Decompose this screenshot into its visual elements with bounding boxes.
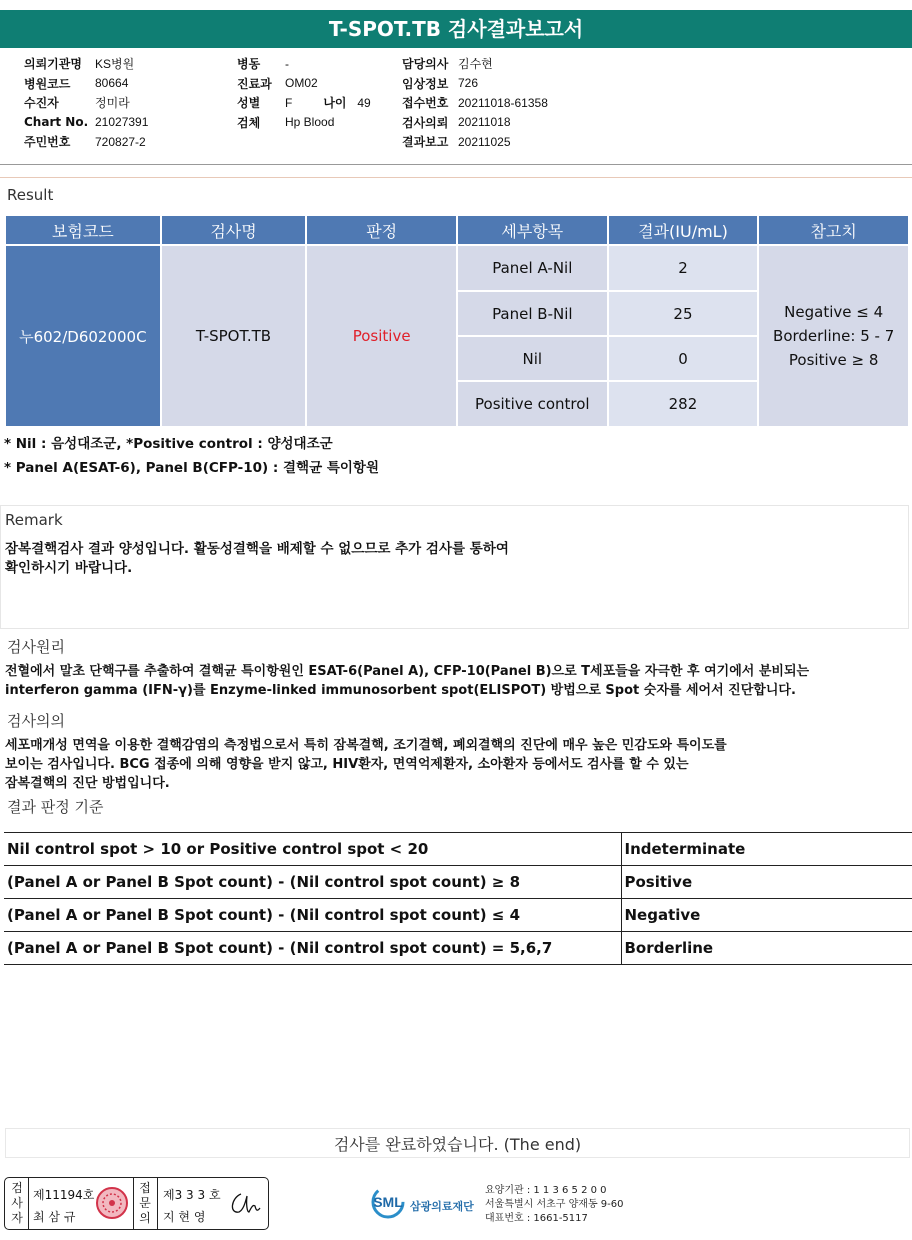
criteria-condition: (Panel A or Panel B Spot count) - (Nil control spot count) = 5,6,7: [4, 932, 621, 965]
remark-label: Remark: [5, 511, 63, 529]
divider: [0, 164, 912, 165]
result-table: [4, 214, 910, 428]
reference-line: Borderline: 5 - 7: [773, 327, 895, 345]
info-value: 20211025: [458, 134, 511, 149]
info-value: 726: [458, 76, 479, 91]
info-label: 수진자: [24, 96, 59, 111]
info-row: [237, 93, 371, 113]
info-value: F: [285, 95, 293, 110]
stamp-seal-icon: [95, 1186, 129, 1220]
info-value: 80664: [95, 76, 129, 91]
info-row: [24, 74, 148, 94]
divider: [0, 177, 912, 178]
info-row: [24, 132, 148, 152]
info-label: 성별: [237, 96, 261, 111]
detail-item-cell: Panel A-Nil: [458, 246, 607, 290]
signature-box: [4, 1177, 269, 1230]
info-value: 720827-2: [95, 134, 146, 149]
insurance-code-cell: 누602/D602000C: [6, 246, 160, 426]
table-row: [4, 866, 912, 899]
header-insurance-code: 보험코드: [6, 216, 160, 244]
principle-line: interferon gamma (IFN-γ)를 Enzyme-linked immunosorbent spot(ELISPOT) 방법으로 Spot 숫자를 세어서 진단합니다.: [5, 683, 796, 698]
info-value: 김수현: [458, 57, 493, 72]
result-value-cell: 2: [609, 246, 758, 290]
org-name: 삼광의료재단: [410, 1200, 474, 1213]
end-message: 검사를 완료하였습니다. (The end): [5, 1128, 910, 1158]
examiner-label: [7, 1181, 27, 1226]
info-value: KS병원: [95, 57, 135, 72]
info-value: 21027391: [95, 115, 149, 130]
info-label: 결과보고: [402, 135, 449, 150]
info-row: [237, 54, 371, 74]
info-row: [402, 54, 548, 74]
result-note: * Panel A(ESAT-6), Panel B(CFP-10) : 결핵균 특이항원: [4, 460, 380, 476]
principle-label: 검사원리: [7, 638, 65, 656]
signature-icon: [225, 1188, 263, 1220]
info-row: [402, 93, 548, 113]
reference-line: Negative ≤ 4: [784, 303, 884, 321]
header-reference: 참고치: [759, 216, 908, 244]
reference-cell: [759, 246, 908, 426]
table-row: [6, 246, 908, 290]
logo-text: SML: [373, 1194, 403, 1210]
examiner-no: 제11194호: [33, 1188, 95, 1202]
label-char: 자: [11, 1211, 23, 1225]
table-row: [4, 899, 912, 932]
info-label: 검체: [237, 115, 261, 130]
info-label: 검사의뢰: [402, 115, 449, 130]
info-value: 20211018: [458, 115, 511, 130]
test-name-cell: T-SPOT.TB: [162, 246, 306, 426]
header-test-name: 검사명: [162, 216, 306, 244]
remark-line: 확인하시기 바랍니다.: [5, 560, 133, 576]
label-char: 접: [139, 1181, 151, 1195]
info-label: 접수번호: [402, 96, 449, 111]
table-row: [4, 833, 912, 866]
info-row: [24, 93, 148, 113]
judgement-cell: Positive: [307, 246, 456, 426]
remark-line: 잠복결핵검사 결과 양성입니다. 활동성결핵을 배제할 수 없으므로 추가 검사를 통하여: [5, 541, 509, 557]
label-char: 문: [139, 1196, 151, 1210]
significance-line: 잠복결핵의 진단 방법입니다.: [5, 776, 170, 791]
info-label: 진료과: [237, 76, 272, 91]
info-label: 병동: [237, 57, 261, 72]
info-value: -: [285, 56, 289, 71]
info-label: Chart No.: [24, 115, 89, 130]
significance-line: 세포매개성 면역을 이용한 결핵감염의 측정법으로서 특히 잠복결핵, 조기결핵, 폐외결핵의 진단에 매우 높은 민감도와 특이도를: [5, 738, 727, 753]
result-header-row: [6, 216, 908, 244]
label-char: 검: [11, 1181, 23, 1195]
org-info-line: 대표번호 : 1661-5117: [485, 1213, 588, 1224]
age-value: 49: [357, 95, 371, 110]
info-row: [24, 113, 148, 133]
significance-line: 보이는 검사입니다. BCG 접종에 의해 영향을 받지 않고, HIV환자, 면역억제환자, 소아환자 등에서도 검사를 할 수 있는: [5, 757, 689, 772]
criteria-condition: (Panel A or Panel B Spot count) - (Nil control spot count) ≥ 8: [4, 866, 621, 899]
patient-info-col3: [402, 54, 548, 152]
criteria-result: Borderline: [621, 932, 912, 965]
examiner-name: 최 삼 규: [33, 1210, 76, 1224]
significance-text: [5, 736, 727, 793]
reviewer-name: 지 현 영: [163, 1210, 206, 1224]
significance-label: 검사의의: [7, 712, 65, 730]
result-section-label: Result: [7, 186, 54, 204]
info-value: 정미라: [95, 96, 130, 111]
result-note: * Nil : 음성대조군, *Positive control : 양성대조군: [4, 436, 333, 452]
org-info-line: 서울특별시 서초구 양재동 9-60: [485, 1199, 624, 1210]
info-value: OM02: [285, 76, 318, 91]
criteria-label: 결과 판정 기준: [7, 798, 104, 816]
divider: [133, 1178, 134, 1229]
criteria-condition: Nil control spot > 10 or Positive control spot < 20: [4, 833, 621, 866]
info-label: 병원코드: [24, 76, 71, 91]
info-row: [237, 113, 371, 133]
org-info: [485, 1184, 624, 1226]
info-row: [402, 132, 548, 152]
detail-item-cell: Nil: [458, 337, 607, 380]
reviewer-no: 제3 3 3 호: [163, 1188, 221, 1202]
patient-info-col1: [24, 54, 148, 152]
label-char: 사: [11, 1196, 23, 1210]
info-row: [24, 54, 148, 74]
header-detail-item: 세부항목: [458, 216, 607, 244]
principle-line: 전혈에서 말초 단핵구를 추출하여 결핵균 특이항원인 ESAT-6(Panel A), CFP-10(Panel B)으로 T세포들을 자극한 후 여기에서 분비되는: [5, 664, 810, 679]
info-row: [237, 74, 371, 94]
info-row: [402, 74, 548, 94]
reviewer-label: [135, 1181, 155, 1226]
detail-item-cell: Panel B-Nil: [458, 292, 607, 335]
info-row: [402, 113, 548, 133]
table-row: [4, 932, 912, 965]
result-value-cell: 25: [609, 292, 758, 335]
info-label: 담당의사: [402, 57, 449, 72]
reference-line: Positive ≥ 8: [788, 351, 879, 369]
principle-text: [5, 662, 809, 700]
report-title: T-SPOT.TB 검사결과보고서: [0, 10, 912, 48]
divider: [28, 1178, 29, 1229]
criteria-result: Indeterminate: [621, 833, 912, 866]
result-value-cell: 282: [609, 382, 758, 426]
criteria-result: Negative: [621, 899, 912, 932]
divider: [157, 1178, 158, 1229]
age-label: 나이: [323, 96, 347, 111]
org-info-line: 요양기관 : 1 1 3 6 5 2 0 0: [485, 1185, 607, 1196]
criteria-condition: (Panel A or Panel B Spot count) - (Nil control spot count) ≤ 4: [4, 899, 621, 932]
detail-item-cell: Positive control: [458, 382, 607, 426]
patient-info-col2: [237, 54, 371, 132]
criteria-result: Positive: [621, 866, 912, 899]
sml-logo-icon: [367, 1184, 409, 1224]
info-value: Hp Blood: [285, 115, 335, 130]
info-label: 주민번호: [24, 135, 71, 150]
info-value: 20211018-61358: [458, 95, 548, 110]
header-result: 결과(IU/mL): [609, 216, 758, 244]
label-char: 의: [139, 1211, 151, 1225]
criteria-table: [4, 832, 912, 965]
remark-text: [5, 540, 509, 578]
result-value-cell: 0: [609, 337, 758, 380]
info-label: 의뢰기관명: [24, 57, 82, 72]
info-label: 임상정보: [402, 76, 449, 91]
header-judgement: 판정: [307, 216, 456, 244]
